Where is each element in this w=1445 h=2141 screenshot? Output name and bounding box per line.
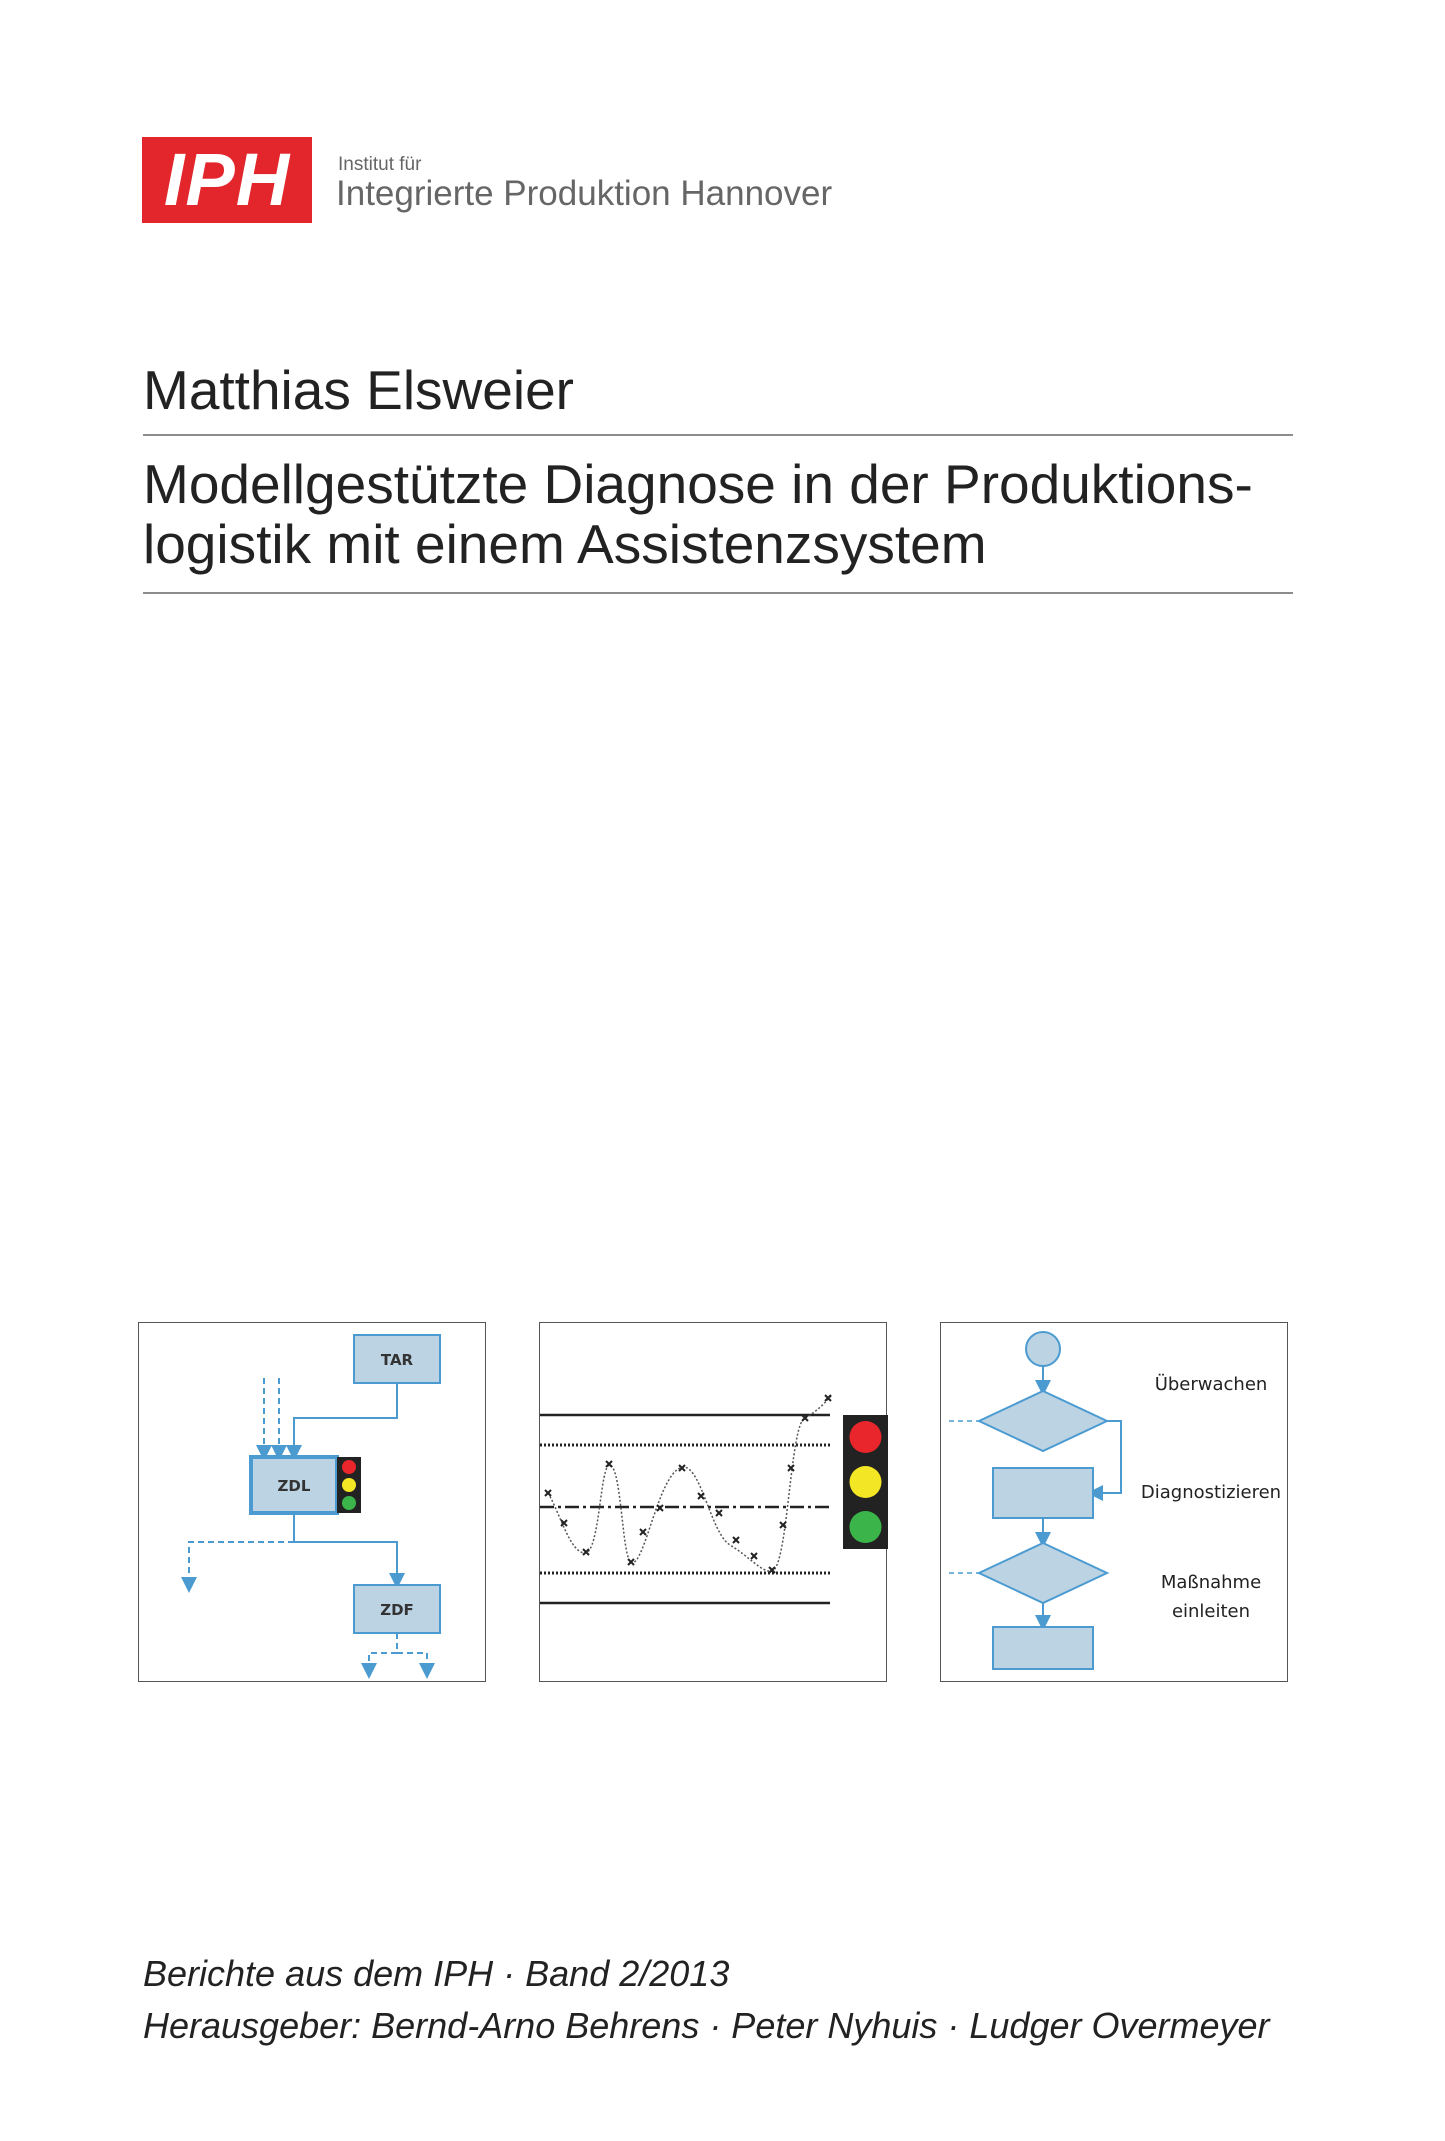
process-diagnose — [993, 1468, 1093, 1518]
editors-info: Herausgeber: Bernd-Arno Behrens · Peter Nyhuis · Ludger Overmeyer — [143, 2005, 1270, 2046]
decision-monitor — [979, 1391, 1107, 1451]
title-line1: Modellgestützte Diagnose in der Produktions- — [143, 453, 1253, 515]
iph-logo — [142, 137, 312, 223]
zdf-label: ZDF — [380, 1601, 414, 1619]
institute-line1: Institut für — [338, 154, 422, 175]
book-title — [143, 454, 1323, 574]
label-ueberwachen: Überwachen — [1154, 1374, 1268, 1395]
label-massnahme: Maßnahme — [1160, 1572, 1262, 1593]
logo-text: IPH — [163, 138, 291, 221]
title-line2: logistik mit einem Assistenzsystem — [143, 513, 987, 575]
series-info: Berichte aus dem IPH · Band 2/2013 — [143, 1953, 730, 1994]
start-node — [1026, 1332, 1060, 1366]
label-diagnostizieren: Diagnostizieren — [1140, 1482, 1282, 1503]
process-final — [993, 1627, 1093, 1669]
measurement-curve — [548, 1395, 832, 1571]
divider-bottom — [143, 592, 1293, 594]
zdl-label: ZDL — [277, 1477, 311, 1495]
label-einleiten: einleiten — [1171, 1601, 1251, 1622]
decision-measure — [979, 1543, 1107, 1603]
author-name: Matthias Elsweier — [143, 359, 574, 421]
data-points — [545, 1395, 831, 1573]
figure-flowchart — [940, 1322, 1288, 1682]
figure-control-chart — [539, 1322, 887, 1682]
figure-block-diagram — [138, 1322, 486, 1682]
divider-top — [143, 434, 1293, 436]
tar-label: TAR — [380, 1351, 414, 1369]
institute-line2: Integrierte Produktion Hannover — [336, 174, 833, 213]
